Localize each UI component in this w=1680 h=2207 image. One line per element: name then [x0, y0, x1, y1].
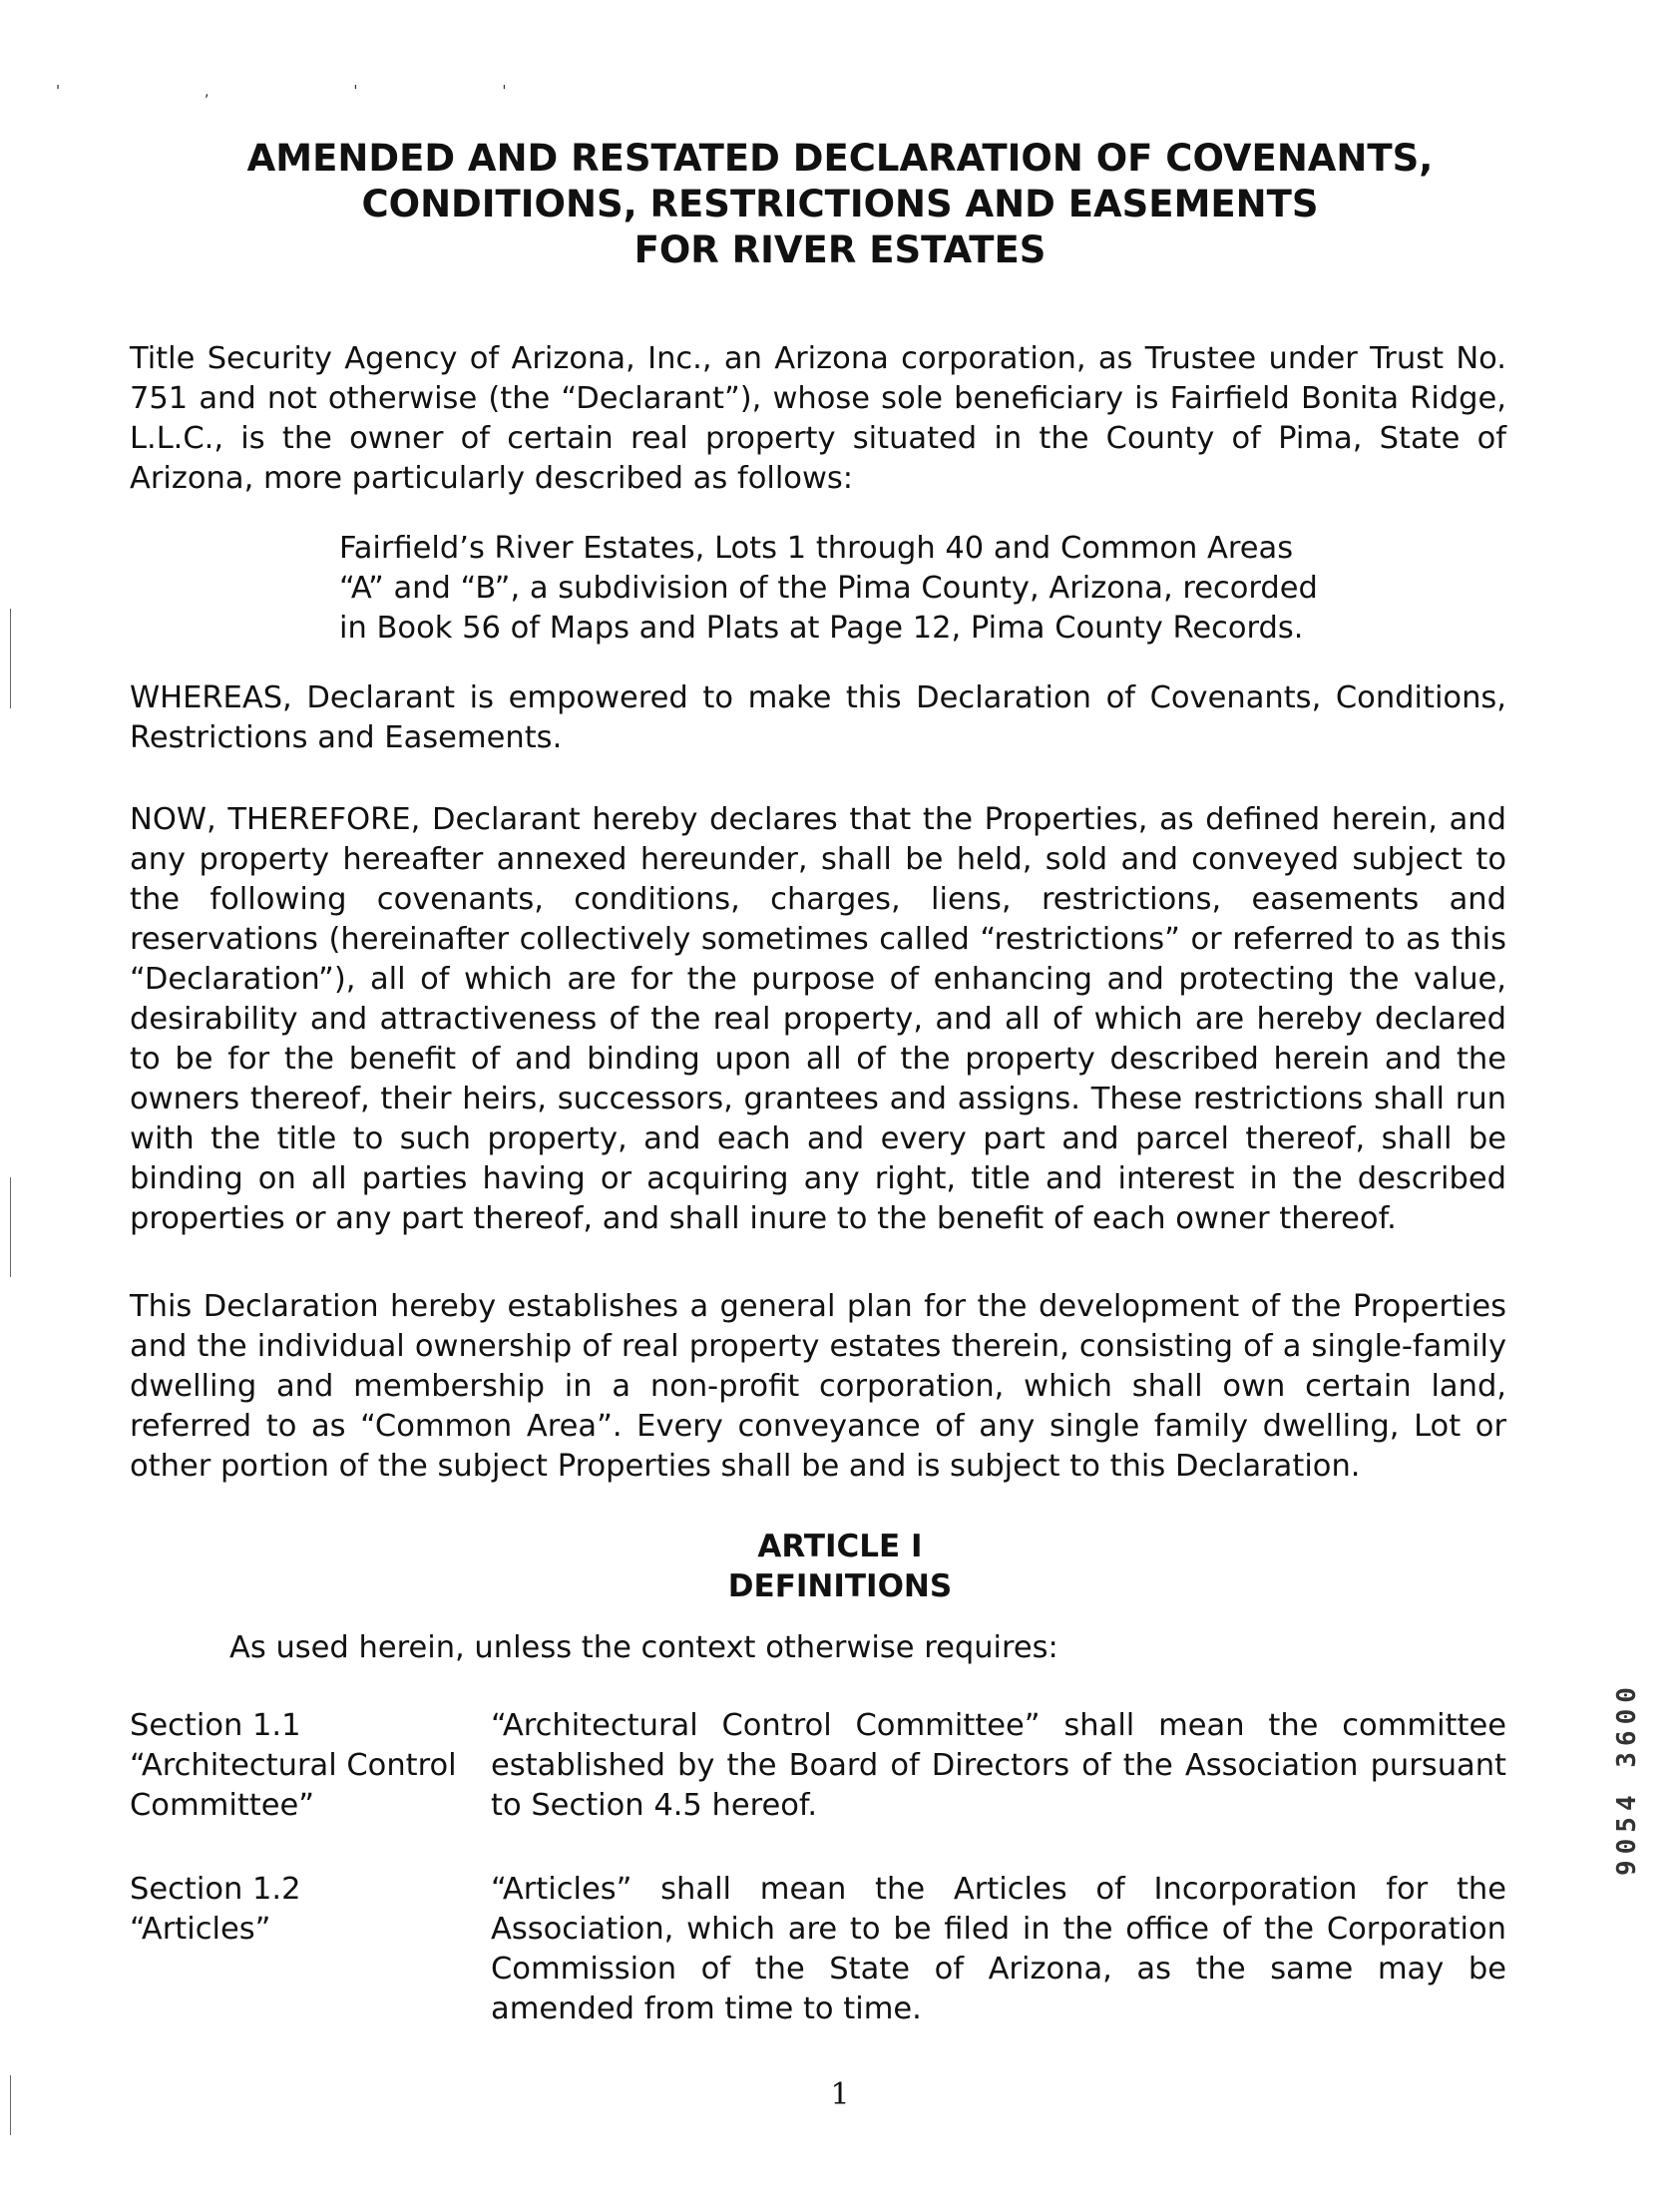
title-line-2: CONDITIONS, RESTRICTIONS AND EASEMENTS [361, 183, 1319, 225]
now-therefore-paragraph: NOW, THEREFORE, Declarant hereby declares that the Properties, as defined herein, and any property hereafter annexed hereunder, shall be held, sold and conveyed subject to the following covenants, conditions, charges, liens, restrictions, easements and reservations (hereinafter collectively sometimes called “restrictions” or referred to as this “Declaration”), all of which are for the purpose of enhancing and protecting the value, desirability and attractiveness of the real property, and all of which are hereby declared to be for the benefit of and binding upon all of the property described herein and the owners thereof, their heirs, successors, grantees and assigns. These restrictions shall run with the title to such property, and each and every part and parcel thereof, shall be binding on all parties having or acquiring any right, title and interest in the described properties or any part thereof, and shall inure to the benefit of each owner thereof. [130, 802, 1506, 1236]
article-heading [0, 1527, 1680, 1606]
section-definition: “Architectural Control Committee” shall mean the committee established by the Board of Directors of the Association pursuant to Section 4.5 hereof. [491, 1708, 1506, 1823]
document-title [0, 136, 1680, 273]
section-term: “Articles” [130, 1912, 271, 1947]
legal-description: Fairfield’s River Estates, Lots 1 through 40 and Common Areas “A” and “B”, a subdivision of the Pima County, Arizona, recorded in Book 56 of Maps and Plats at Page 12, Pima County Records. [339, 531, 1318, 646]
scan-margin-mark [10, 609, 11, 708]
page-number: 1 [830, 2077, 850, 2112]
article-intro: As used herein, unless the context otherwise requires: [229, 1630, 1058, 1665]
recording-stamp-text: 9054 3600 [1612, 1681, 1642, 1876]
whereas-paragraph: WHEREAS, Declarant is empowered to make this Declaration of Covenants, Conditions, Restrictions and Easements. [130, 680, 1506, 755]
section-number: Section 1.1 [130, 1708, 301, 1743]
section-label [130, 1870, 479, 1950]
scan-specks: ' , ' ' [56, 82, 577, 100]
opening-paragraph: Title Security Agency of Arizona, Inc., an Arizona corporation, as Trustee under Trust No. 751 and not otherwise (the “Declarant”), whose sole beneficiary is Fairfield Bonita Ridge, L.L.C., is the owner of certain real property situated in the County of Pima, State of Arizona, more particularly described as follows: [130, 341, 1506, 496]
article-name: DEFINITIONS [727, 1568, 953, 1604]
title-line-3: FOR RIVER ESTATES [633, 228, 1047, 271]
article-number: ARTICLE I [757, 1529, 923, 1564]
section-number: Section 1.2 [130, 1872, 301, 1907]
section-term: “Architectural Control Committee” [130, 1748, 457, 1823]
scan-margin-mark [10, 1177, 11, 1277]
general-plan-paragraph: This Declaration hereby establishes a general plan for the development of the Properties and the individual ownership of real property estates therein, consisting of a single-family dwelling and membership in a non-profit corporation, which shall own certain land, referred to as “Common Area”. Every conveyance of any single family dwelling, Lot or other portion of the subject Properties shall be and is subject to this Declaration. [130, 1289, 1506, 1484]
section-label [130, 1706, 479, 1826]
recording-stamp [1604, 1576, 1644, 1876]
section-definition: “Articles” shall mean the Articles of Incorporation for the Association, which are to be filed in the office of the Corporation Commission of the State of Arizona, as the same may be amended from time to time. [491, 1872, 1506, 2026]
title-line-1: AMENDED AND RESTATED DECLARATION OF COVENANTS, [246, 137, 1434, 180]
